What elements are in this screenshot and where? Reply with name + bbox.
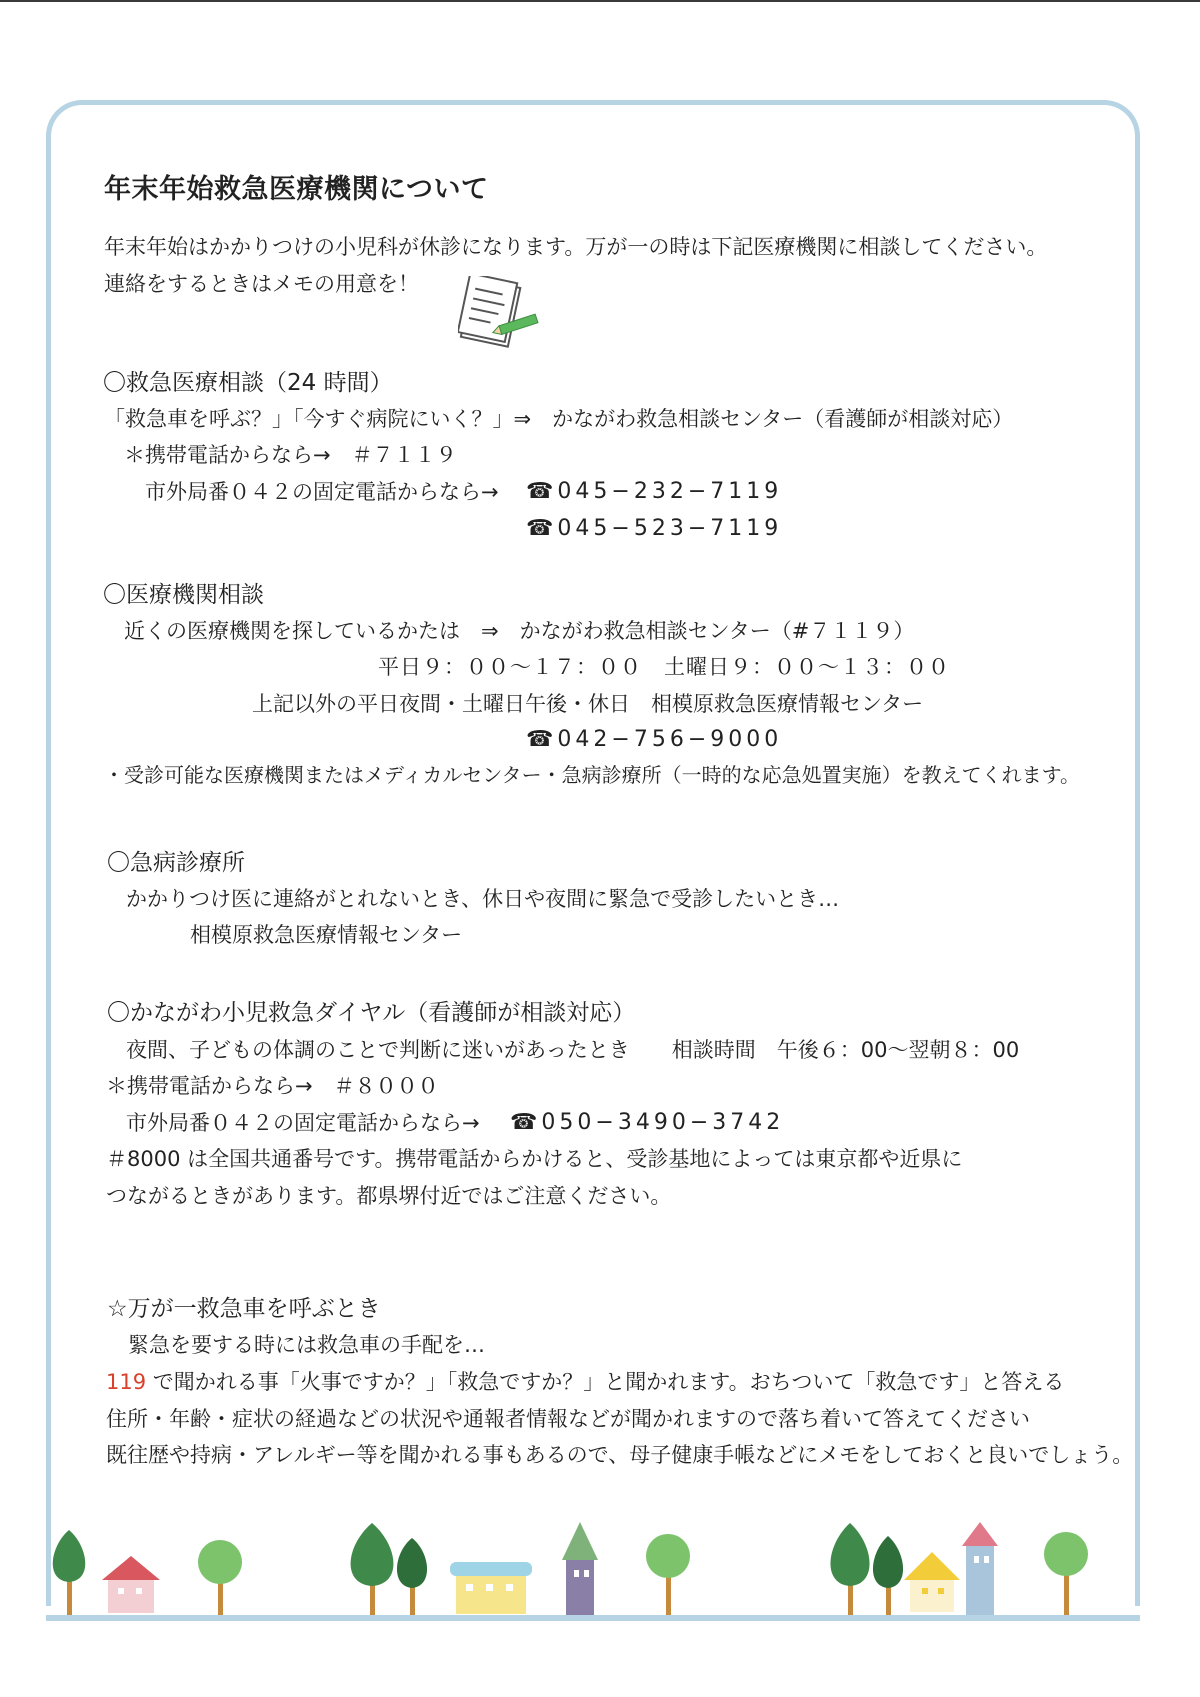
sec2-note: ・受診可能な医療機関またはメディカルセンター・急病診療所（一時的な応急処置実施）を教えてくれます。 xyxy=(104,763,1080,787)
tower-icon xyxy=(962,1522,998,1616)
sec5-line-4: 既往歴や持病・アレルギー等を聞かれる事もあるので、母子健康手帳などにメモをしておくと良いでしょう。 xyxy=(106,1443,1134,1467)
number-119: 119 xyxy=(106,1370,147,1394)
intro-line-1: 年末年始はかかりつけの小児科が休診になります。万が一の時は下記医療機関に相談してください。 xyxy=(104,235,1048,259)
ground-line xyxy=(46,1615,1140,1621)
tree-icon xyxy=(646,1534,690,1615)
sec5-line-3: 住所・年齢・症状の経過などの状況や通報者情報などが聞かれますので落ち着いて答えてください xyxy=(106,1407,1030,1431)
page-title: 年末年始救急医療機関について xyxy=(104,174,489,205)
sec3-line-2: 相模原救急医療情報センター xyxy=(190,923,463,947)
sec1-phone-2[interactable]: ☎045−523−7119 xyxy=(526,516,783,541)
section-heading-ambulance: ☆万が一救急車を呼ぶとき xyxy=(107,1296,381,1322)
sec4-line-3: 市外局番０４２の固定電話からなら→ xyxy=(126,1111,480,1135)
sec4-line-4: ＃8000 は全国共通番号です。携帯電話からかけると、受診基地によっては東京都や近県に xyxy=(106,1147,963,1171)
section-heading-medical-institution: 〇医療機関相談 xyxy=(103,582,264,608)
section-heading-pediatric-dial: 〇かながわ小児救急ダイヤル（看護師が相談対応） xyxy=(107,1000,636,1026)
tree-icon xyxy=(351,1523,427,1615)
sec5-line-1: 緊急を要する時には救急車の手配を… xyxy=(128,1333,485,1357)
section-heading-emergency-consult: 〇救急医療相談（24 時間） xyxy=(103,370,393,396)
tree-icon xyxy=(198,1540,242,1615)
town-scenery-illustration xyxy=(46,1520,1140,1620)
intro-line-2: 連絡をするときはメモの用意を！ xyxy=(104,272,419,296)
sec2-line-1: 近くの医療機関を探しているかたは ⇒ かながわ救急相談センター（#７１１９） xyxy=(124,619,915,643)
sec2-hours: 平日９：００〜１７：００ 土曜日９：００〜１３：００ xyxy=(378,655,950,679)
sec3-line-1: かかりつけ医に連絡がとれないとき、休日や夜間に緊急で受診したいとき… xyxy=(126,887,840,911)
sec2-phone[interactable]: ☎042−756−9000 xyxy=(526,727,783,752)
tree-icon xyxy=(1044,1532,1088,1615)
sec4-line-1: 夜間、子どもの体調のことで判断に迷いがあったとき 相談時間 午後６：00〜翌朝８：00 xyxy=(126,1038,1020,1062)
house-icon xyxy=(904,1552,960,1612)
memo-pencil-icon xyxy=(458,276,544,356)
house-icon xyxy=(450,1562,532,1614)
sec1-line-1: 「救急車を呼ぶ？」「今すぐ病院にいく？」⇒ かながわ救急相談センター（看護師が相談対応） xyxy=(104,407,1014,431)
sec4-line-5: つながるときがあります。都県堺付近ではご注意ください。 xyxy=(106,1184,672,1208)
sec1-phone-1[interactable]: ☎045−232−7119 xyxy=(526,479,783,504)
tower-icon xyxy=(562,1522,598,1616)
sec1-line-3: 市外局番０４２の固定電話からなら→ xyxy=(145,480,499,504)
sec5-line-2 xyxy=(106,1368,1064,1396)
sec4-line-2: ＊携帯電話からなら→ ＃８０００ xyxy=(106,1074,439,1098)
tree-icon xyxy=(830,1523,903,1615)
house-icon xyxy=(102,1556,160,1613)
scan-edge-line xyxy=(0,0,1200,2)
section-heading-clinic: 〇急病診療所 xyxy=(107,850,245,876)
tree-icon xyxy=(53,1530,85,1615)
sec4-phone[interactable]: ☎050−3490−3742 xyxy=(510,1110,785,1135)
sec2-line-3: 上記以外の平日夜間・土曜日午後・休日 相模原救急医療情報センター xyxy=(252,692,924,716)
sec1-line-2: ＊携帯電話からなら→ ＃７１１９ xyxy=(124,443,457,467)
sec5-line-2-text: で聞かれる事「火事ですか？」「救急ですか？」と聞かれます。おちついて「救急です」と答える xyxy=(146,1370,1065,1394)
